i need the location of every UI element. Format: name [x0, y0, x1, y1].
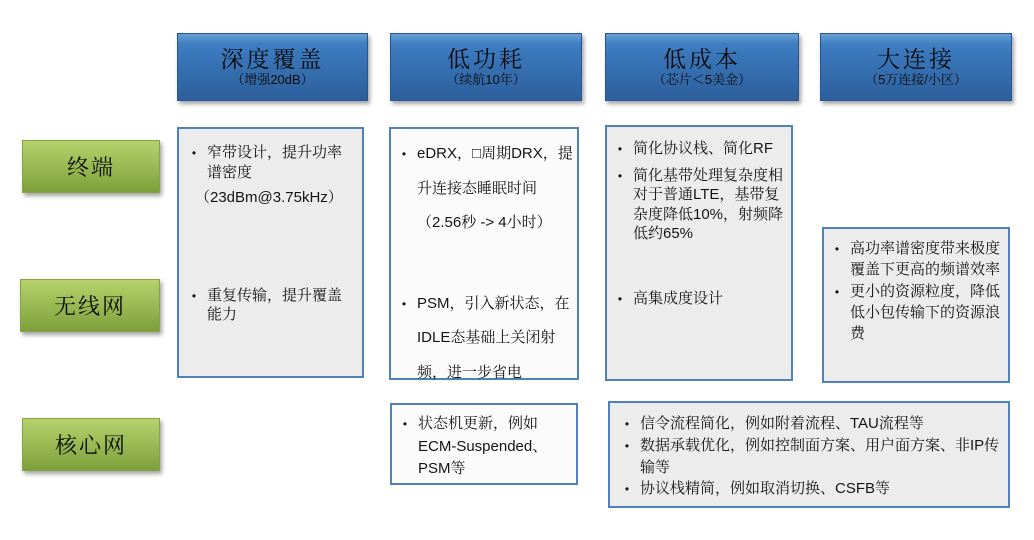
row-label-terminal — [22, 140, 160, 193]
bullet-item — [620, 478, 1000, 500]
bullet-item — [613, 289, 789, 308]
header-title: 深度覆盖 — [220, 45, 325, 72]
bullet-item — [397, 137, 573, 241]
bullet-text: 状态机更新，例如ECM-Suspended、PSM等 — [418, 415, 548, 477]
bullet-dot — [398, 413, 412, 481]
bullet-text: 窄带设计，提升功率谱密度 — [207, 144, 343, 181]
header-title: 低功耗 — [447, 45, 525, 72]
bullet-dot — [397, 287, 411, 391]
bullet-text: 更小的资源粒度，降低低小包传输下的资源浪费 — [850, 283, 1001, 342]
bullet-dot — [620, 478, 634, 500]
bullet-item — [187, 286, 356, 325]
bullet-text: 重复传输，提升覆盖能力 — [207, 286, 343, 323]
row-label-text: 无线网 — [53, 294, 126, 319]
bullet-item — [613, 139, 789, 158]
header-subtitle: （5万连接/小区） — [865, 72, 967, 88]
bullet-item — [620, 435, 1000, 479]
row-label-ran — [20, 279, 160, 332]
bullet-dot — [613, 289, 627, 308]
header-massive-connection — [820, 33, 1012, 101]
box-core-low-power — [390, 403, 578, 485]
bullet-item — [397, 287, 573, 391]
bullet-text: 数据承载优化，例如控制面方案、用户面方案、非IP传输等 — [640, 436, 1000, 476]
bullet-text: PSM，引入新状态，在IDLE态基础上关闭射频，进一步省电 — [417, 294, 570, 381]
box-massive-connection — [822, 227, 1010, 383]
row-label-core-network — [22, 418, 160, 471]
bullet-item — [620, 413, 1000, 435]
bullet-item — [613, 166, 789, 243]
header-subtitle: （芯片＜5美金） — [652, 72, 752, 88]
bullet-text: 信令流程简化，例如附着流程、TAU流程等 — [640, 415, 924, 432]
bullet-item — [187, 143, 356, 182]
bullet-dot — [830, 282, 844, 344]
bullet-dot — [613, 166, 627, 243]
bullet-text: 简化协议栈、简化RF — [633, 140, 773, 157]
bullet-dot — [187, 143, 201, 182]
box-core-low-cost — [608, 401, 1010, 508]
bullet-text: 协议栈精简，例如取消切换、CSFB等 — [640, 480, 891, 498]
header-title: 低成本 — [663, 45, 741, 72]
header-subtitle: （续航10年） — [446, 72, 526, 88]
bullet-item — [830, 282, 1004, 344]
bullet-dot — [620, 413, 634, 435]
bullet-text: eDRX，□周期DRX，提升连接态睡眠时间（2.56秒 -> 4小时） — [417, 145, 573, 231]
header-low-power — [390, 33, 582, 101]
header-low-cost — [605, 33, 799, 101]
bullet-item — [830, 239, 1004, 280]
bullet-dot — [613, 139, 627, 158]
box-low-power — [389, 127, 579, 380]
bullet-dot — [830, 239, 844, 280]
header-subtitle: （增强20dB） — [231, 72, 314, 88]
header-deep-coverage — [177, 33, 368, 101]
row-label-text: 核心网 — [54, 433, 127, 458]
box-low-cost — [605, 125, 793, 381]
bullet-text: 高集成度设计 — [633, 289, 724, 307]
bullet-dot — [397, 137, 411, 241]
header-title: 大连接 — [877, 45, 955, 72]
bullet-dot — [620, 435, 634, 479]
note-line: （23dBm@3.75kHz） — [195, 189, 343, 206]
bullet-text: 高功率谱密度带来极度覆盖下更高的频谱效率 — [850, 240, 1001, 278]
bullet-text: 简化基带处理复杂度相对于普通LTE，基带复杂度降低10%，射频降低约65% — [633, 167, 784, 242]
bullet-item — [398, 413, 572, 481]
row-label-text: 终端 — [66, 155, 115, 180]
box-deep-coverage — [177, 127, 364, 378]
bullet-dot — [187, 286, 201, 325]
